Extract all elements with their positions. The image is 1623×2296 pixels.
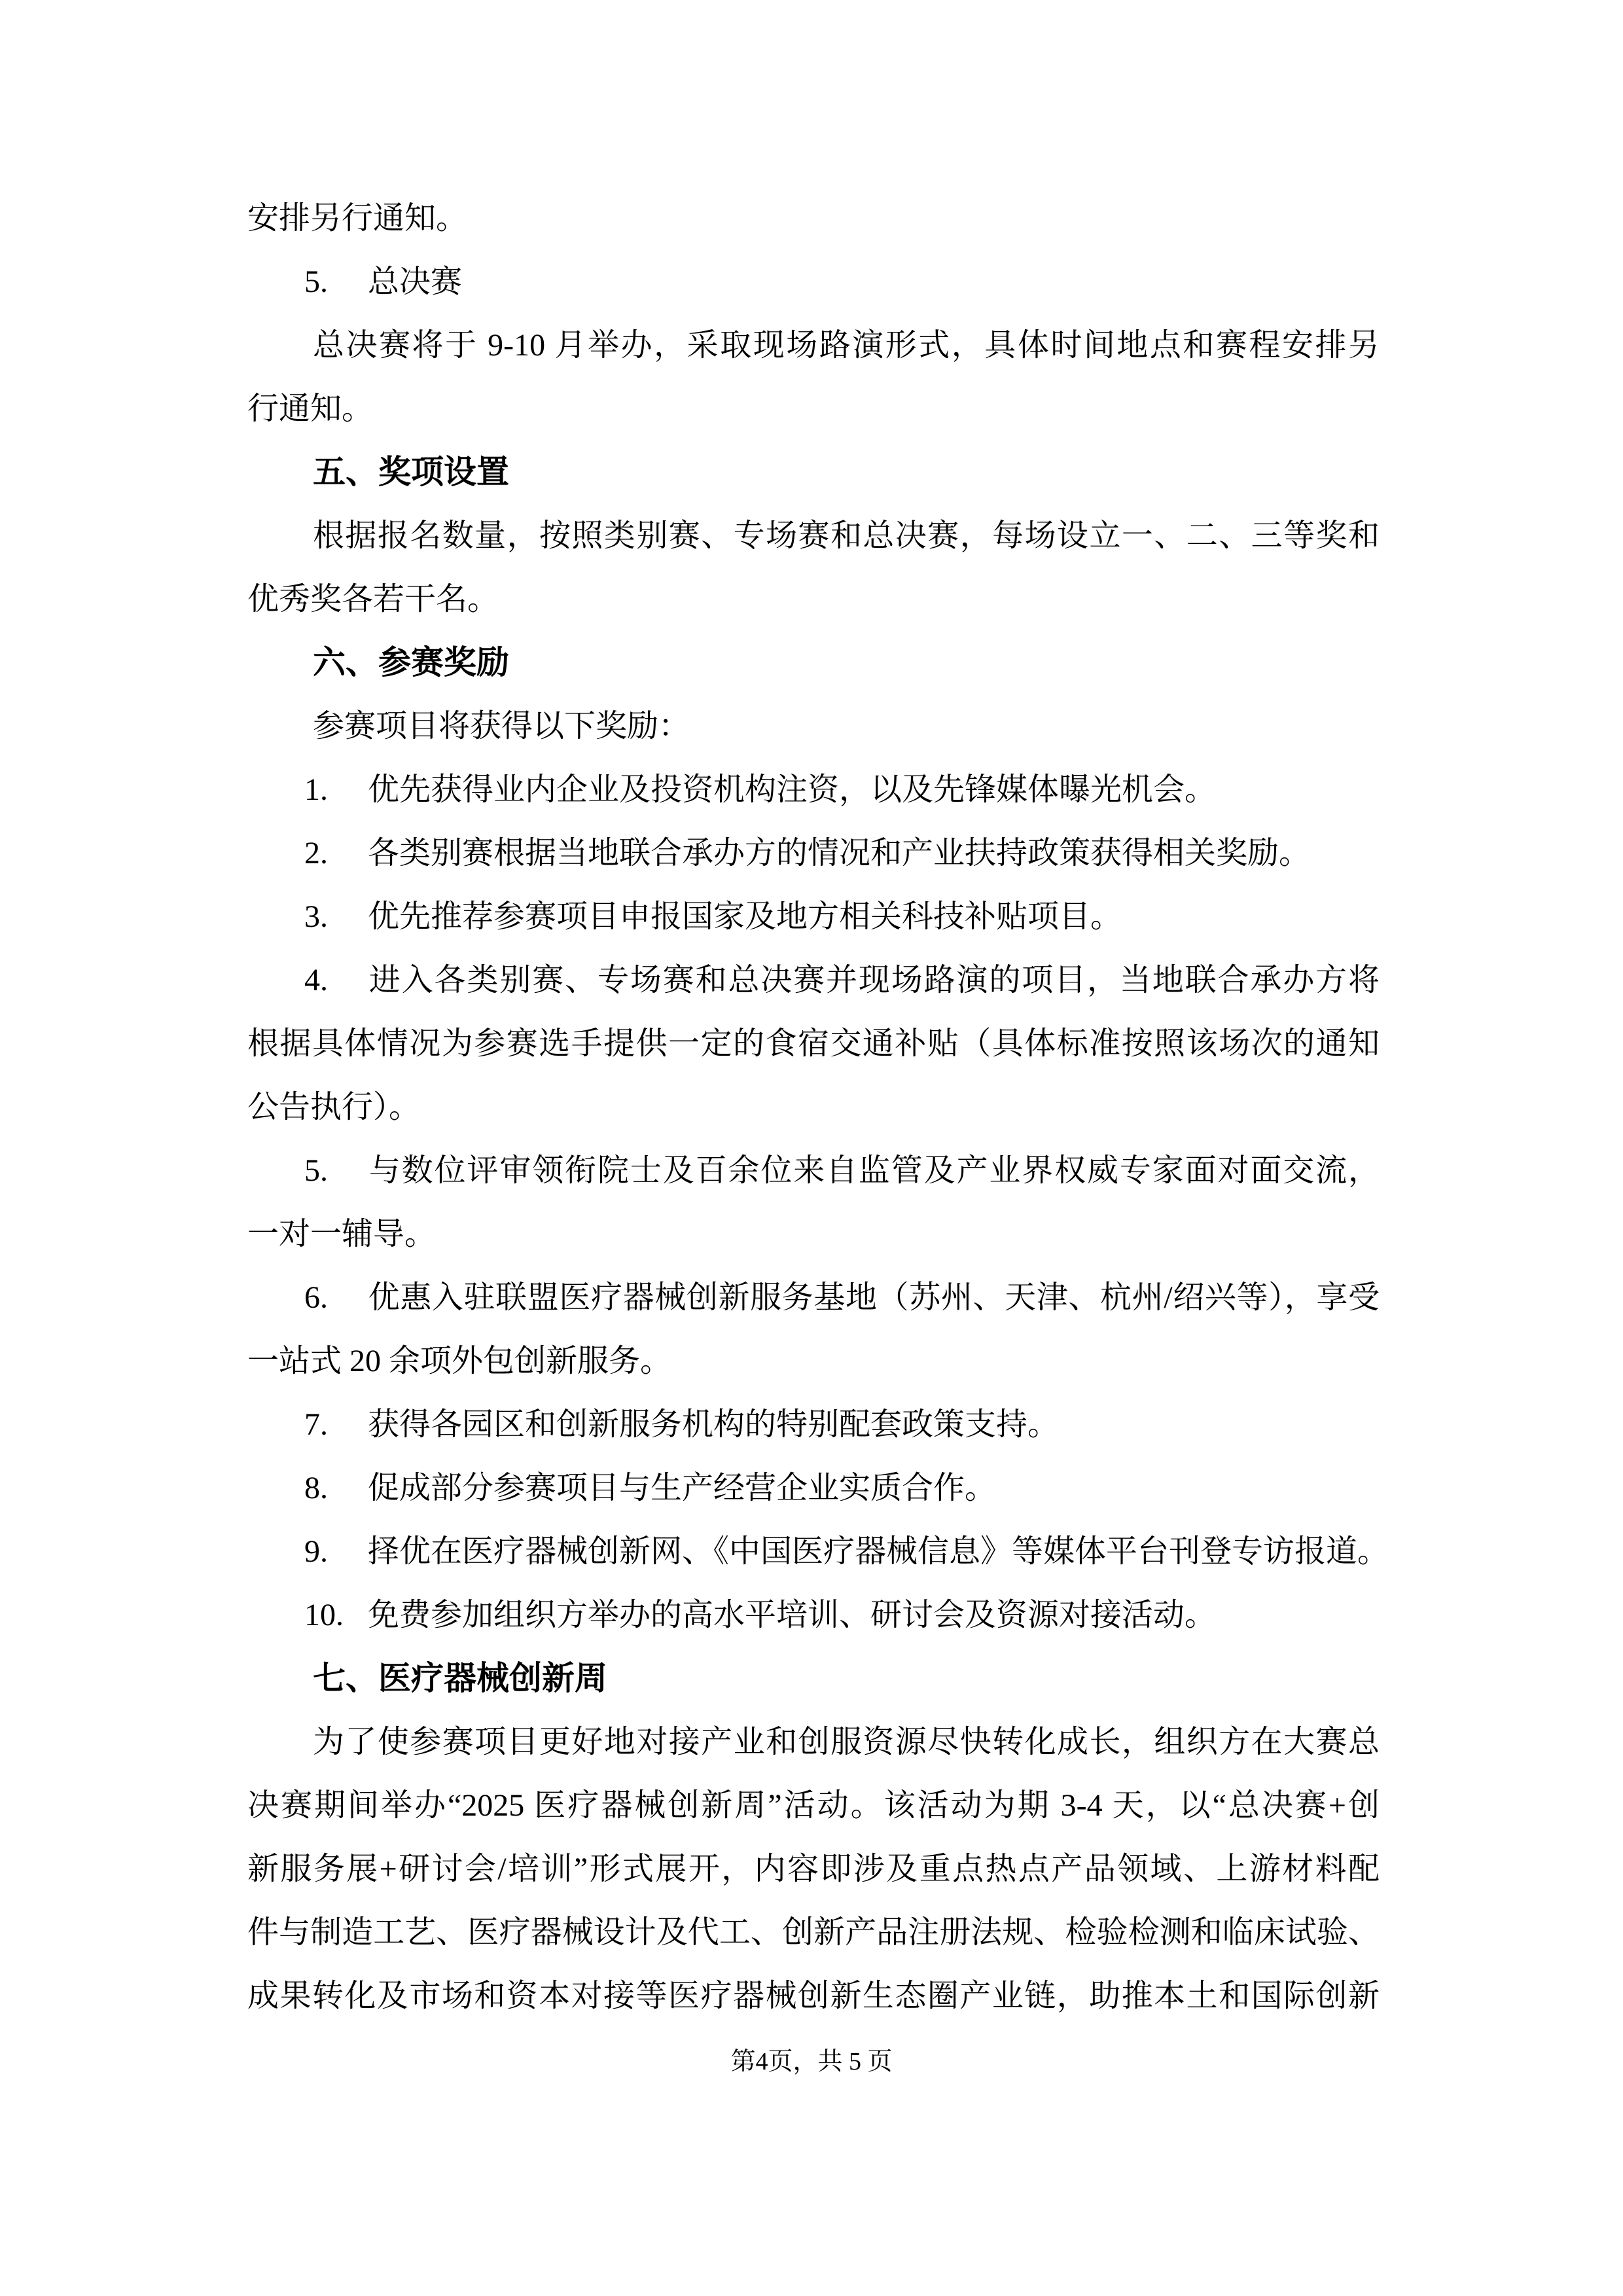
text-line-content: 优先推荐参赛项目申报国家及地方相关科技补贴项目。: [368, 899, 1122, 934]
page-number-label: 第4页，共 5 页: [730, 2048, 893, 2075]
list-item-number: 4.: [304, 963, 328, 997]
text-line: [247, 1202, 1380, 1266]
text-line: [247, 187, 1380, 250]
text-line-content: 一站式 20 余项外包创新服务。: [247, 1344, 672, 1378]
list-item-number: 7.: [304, 1407, 328, 1442]
text-line-content: 六、参赛奖励: [313, 644, 509, 681]
text-line: [247, 1710, 1380, 1774]
text-line-content: 安排另行通知。: [247, 201, 468, 236]
text-line: [247, 1329, 1380, 1393]
text-line-content: 获得各园区和创新服务机构的特别配套政策支持。: [368, 1407, 1060, 1442]
text-line: [247, 1266, 1380, 1329]
text-line: [247, 1139, 1380, 1202]
text-line-content: 为了使参赛项目更好地对接产业和创服资源尽快转化成长，组织方在大赛总: [313, 1725, 1380, 1759]
text-line: [247, 694, 1380, 758]
text-line: [247, 1075, 1380, 1139]
text-line-content: 新服务展+研讨会/培训”形式展开，内容即涉及重点热点产品领域、上游材料配: [247, 1852, 1380, 1886]
text-line-content: 优先获得业内企业及投资机构注资，以及先锋媒体曝光机会。: [368, 772, 1217, 807]
text-line-content: 促成部分参赛项目与生产经营企业实质合作。: [368, 1471, 997, 1505]
list-item-number: 5.: [304, 1153, 328, 1188]
text-line-content: 各类别赛根据当地联合承办方的情况和产业扶持政策获得相关奖励。: [368, 836, 1311, 870]
text-line: [247, 1456, 1380, 1520]
text-line-content: 参赛项目将获得以下奖励：: [313, 709, 690, 744]
text-line-content: 根据具体情况为参赛选手提供一定的食宿交通补贴（具体标准按照该场次的通知: [247, 1026, 1380, 1061]
section-heading: [247, 1647, 1380, 1710]
text-line: [247, 948, 1380, 1012]
list-item-number: 3.: [304, 899, 328, 934]
text-line: [247, 885, 1380, 948]
text-line-content: 优秀奖各若干名。: [247, 582, 499, 617]
text-line-content: 公告执行）。: [247, 1090, 421, 1124]
text-line-content: 进入各类别赛、专场赛和总决赛并现场路演的项目，当地联合承办方将: [368, 963, 1380, 997]
text-line-content: 一对一辅导。: [247, 1217, 437, 1251]
text-line: [247, 1837, 1380, 1901]
text-line: [247, 504, 1380, 567]
text-line: [247, 758, 1380, 821]
text-line: [247, 1774, 1380, 1837]
text-line-content: 根据报名数量，按照类别赛、专场赛和总决赛，每场设立一、二、三等奖和: [313, 518, 1380, 553]
list-item-number: 2.: [304, 836, 328, 870]
list-item-number: 9.: [304, 1534, 328, 1569]
text-line: [247, 1583, 1380, 1647]
text-line-content: 择优在医疗器械创新网、《中国医疗器械信息》等媒体平台刊登专访报道。: [368, 1534, 1389, 1569]
text-line-content: 与数位评审领衔院士及百余位来自监管及产业界权威专家面对面交流，: [368, 1153, 1380, 1188]
text-line-content: 免费参加组织方举办的高水平培训、研讨会及资源对接活动。: [368, 1598, 1217, 1632]
list-item-number: 6.: [304, 1280, 328, 1315]
text-line-content: 优惠入驻联盟医疗器械创新服务基地（苏州、天津、杭州/绍兴等），享受: [368, 1280, 1380, 1315]
text-line-content: 成果转化及市场和资本对接等医疗器械创新生态圈产业链，助推本土和国际创新: [247, 1979, 1380, 2013]
text-line: [247, 821, 1380, 885]
text-line: [247, 314, 1380, 377]
text-line: [247, 377, 1380, 440]
text-line: [247, 250, 1380, 314]
text-line: [247, 1393, 1380, 1456]
list-item-number: 8.: [304, 1471, 328, 1505]
page-footer: [0, 2042, 1623, 2081]
list-item-number: 10.: [304, 1598, 344, 1632]
text-line: [247, 567, 1380, 631]
text-line: [247, 1964, 1380, 2028]
section-heading: [247, 631, 1380, 694]
document-body: [247, 187, 1389, 2028]
text-line-content: 五、奖项设置: [313, 454, 509, 490]
section-heading: [247, 440, 1380, 504]
text-line: [247, 1012, 1380, 1075]
list-item-number: 1.: [304, 772, 328, 807]
text-line-content: 行通知。: [247, 391, 374, 426]
text-line-content: 总决赛: [368, 264, 463, 299]
text-line: [247, 1901, 1380, 1964]
text-line-content: 总决赛将于 9-10 月举办，采取现场路演形式，具体时间地点和赛程安排另: [313, 328, 1380, 363]
text-line: [247, 1520, 1389, 1583]
text-line-content: 件与制造工艺、医疗器械设计及代工、创新产品注册法规、检验检测和临床试验、: [247, 1915, 1380, 1950]
text-line-content: 决赛期间举办“2025 医疗器械创新周”活动。该活动为期 3-4 天，以“总决赛+创: [247, 1788, 1380, 1823]
list-item-number: 5.: [304, 264, 328, 299]
text-line-content: 七、医疗器械创新周: [313, 1660, 607, 1696]
